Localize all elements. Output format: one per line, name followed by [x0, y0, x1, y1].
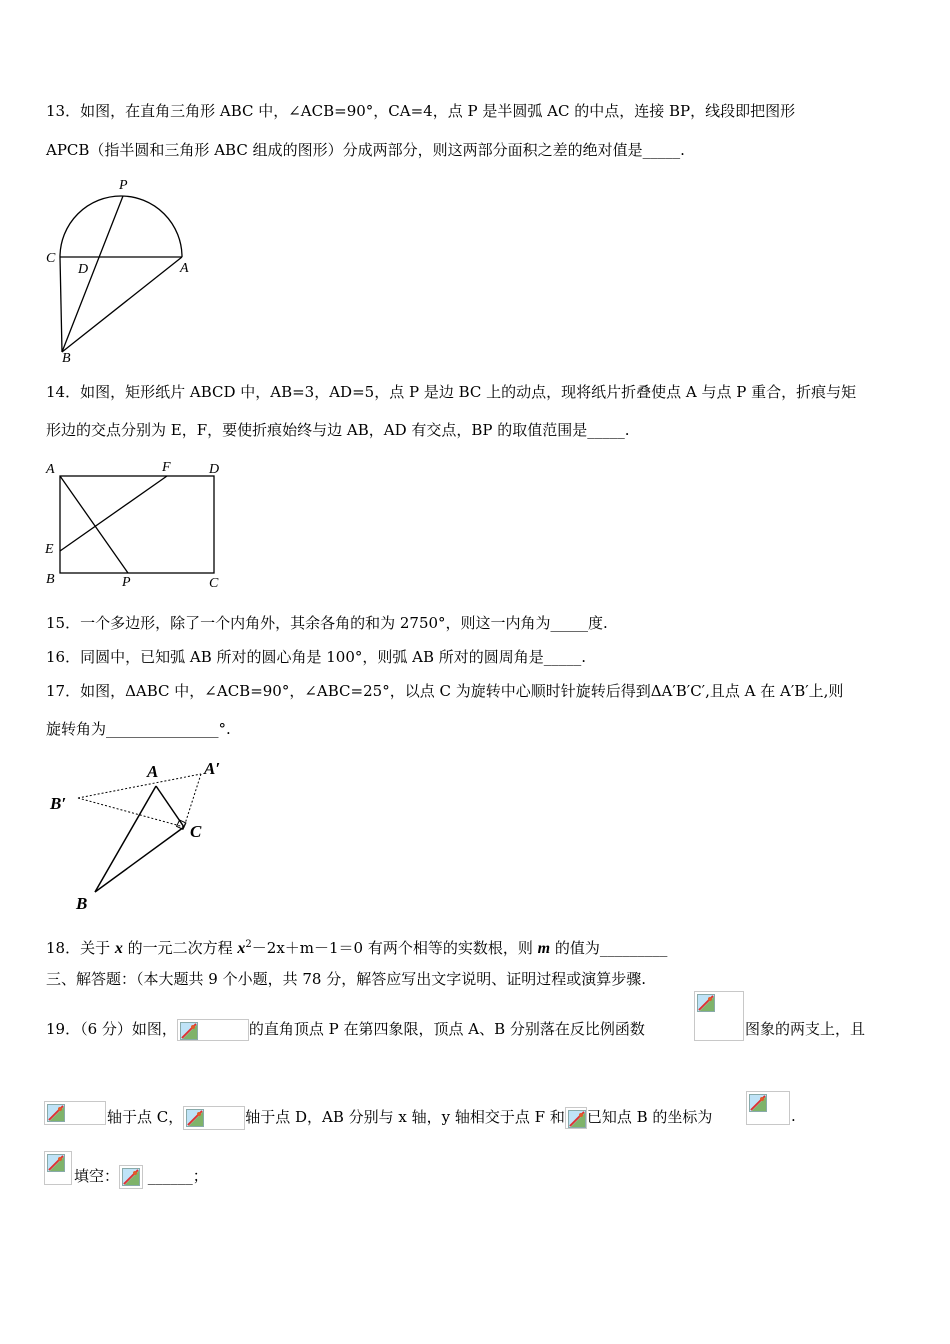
broken-image-icon — [119, 1165, 143, 1189]
q14-figure — [44, 456, 230, 592]
segment-EF — [60, 476, 167, 551]
q13-line2: APCB（指半圆和三角形 ABC 组成的图形）分成两部分，则这两部分面积之差的绝对值是_____. — [46, 141, 685, 159]
broken-image-icon — [177, 1019, 249, 1041]
semicircle-arc — [60, 196, 182, 257]
label-C: C — [46, 251, 56, 266]
q18-text — [46, 935, 667, 959]
q14-line1: 14．如图，矩形纸片 ABCD 中，AB=3，AD=5，点 P 是边 BC 上的动点，现将纸片折叠使点 A 与点 P 重合，折痕与矩 — [46, 383, 857, 401]
q19-part-a: 19．（6 分）如图， — [46, 1020, 177, 1038]
label-A: A — [46, 462, 55, 477]
label-P: P — [119, 178, 128, 193]
q19-part-f: 已知点 B 的坐标为 — [586, 1108, 713, 1126]
label-D: D — [78, 262, 89, 277]
label-A: A — [147, 762, 159, 781]
label-B-prime: B′ — [50, 794, 67, 813]
q18-prefix: 18．关于 — [46, 939, 115, 957]
q13-line1: 13．如图，在直角三角形 ABC 中，∠ACB=90°，CA=4，点 P 是半圆弧 AC 的中点，连接 BP，线段即把图形 — [46, 102, 796, 120]
q18-eq-x: x — [237, 940, 246, 957]
segment-AB — [95, 786, 156, 892]
q18-mid: 的一元二次方程 — [122, 939, 238, 957]
label-C: C — [209, 576, 219, 591]
q17-figure — [44, 752, 244, 918]
broken-image-icon — [565, 1107, 587, 1129]
segment-AP — [60, 476, 128, 573]
q19-line2-end: . — [791, 1107, 796, 1125]
segment-B2C-dotted — [78, 798, 184, 827]
label-C: C — [190, 822, 202, 841]
q18-var-x: x — [114, 940, 123, 957]
q19-line1 — [46, 1019, 645, 1041]
label-B: B — [46, 572, 55, 587]
q19-fill-label: 填空： — [74, 1167, 120, 1185]
q18-eq-sup: 2 — [245, 939, 252, 950]
label-B: B — [62, 351, 71, 366]
label-A-prime: A′ — [204, 759, 221, 778]
q18-suffix: 的值为_________ — [550, 939, 668, 957]
q19-line2 — [107, 1106, 712, 1130]
q14-line2: 形边的交点分别为 E，F，要使折痕始终与边 AB，AD 有交点，BP 的取值范围是_____. — [46, 421, 630, 439]
q19-line1-end: 图象的两支上，且 — [745, 1020, 866, 1038]
q17-line2: 旋转角为_______________°. — [46, 720, 231, 738]
label-F: F — [162, 460, 171, 475]
segment-BC — [95, 827, 184, 892]
q19-answer-blank: ______； — [147, 1167, 208, 1185]
label-E: E — [45, 542, 54, 557]
q19-part-b: 的直角顶点 P 在第四象限，顶点 A、B 分别落在反比例函数 — [248, 1020, 645, 1038]
q15-text: 15．一个多边形，除了一个内角外，其余各角的和为 2750°，则这一内角为_____度. — [46, 614, 608, 632]
segment-A2C-dotted — [184, 774, 201, 827]
q17-line1: 17．如图，ΔABC 中，∠ACB=90°，∠ABC=25°，以点 C 为旋转中心顺时针旋转后得到ΔA′B′C′,且点 A 在 A′B′上,则 — [46, 682, 844, 700]
label-D: D — [209, 462, 220, 477]
broken-image-icon — [694, 991, 744, 1041]
broken-image-icon — [183, 1106, 245, 1130]
rectangle-ABCD — [60, 476, 214, 573]
segment-B2A2-dotted — [78, 774, 201, 798]
q19-part-d: 轴于点 C， — [107, 1108, 184, 1126]
label-A: A — [180, 261, 189, 276]
q19-part-e: 轴于点 D，AB 分别与 x 轴，y 轴相交于点 F 和 — [245, 1108, 565, 1126]
section3-heading: 三、解答题：（本大题共 9 个小题，共 78 分，解答应写出文字说明、证明过程或演算步骤. — [46, 970, 646, 988]
label-B: B — [76, 894, 88, 913]
broken-image-icon — [44, 1101, 106, 1125]
q19-line3 — [74, 1165, 208, 1189]
q18-eq-rest: －2x＋m－1＝0 有两个相等的实数根，则 — [251, 939, 538, 957]
segment-CB — [60, 257, 62, 352]
broken-image-icon — [746, 1091, 790, 1125]
broken-image-icon — [44, 1151, 72, 1185]
q18-var-m: m — [537, 940, 551, 957]
q13-figure — [44, 176, 194, 366]
q16-text: 16．同圆中，已知弧 AB 所对的圆心角是 100°，则弧 AB 所对的圆周角是_____. — [46, 648, 587, 666]
label-P: P — [122, 575, 131, 590]
